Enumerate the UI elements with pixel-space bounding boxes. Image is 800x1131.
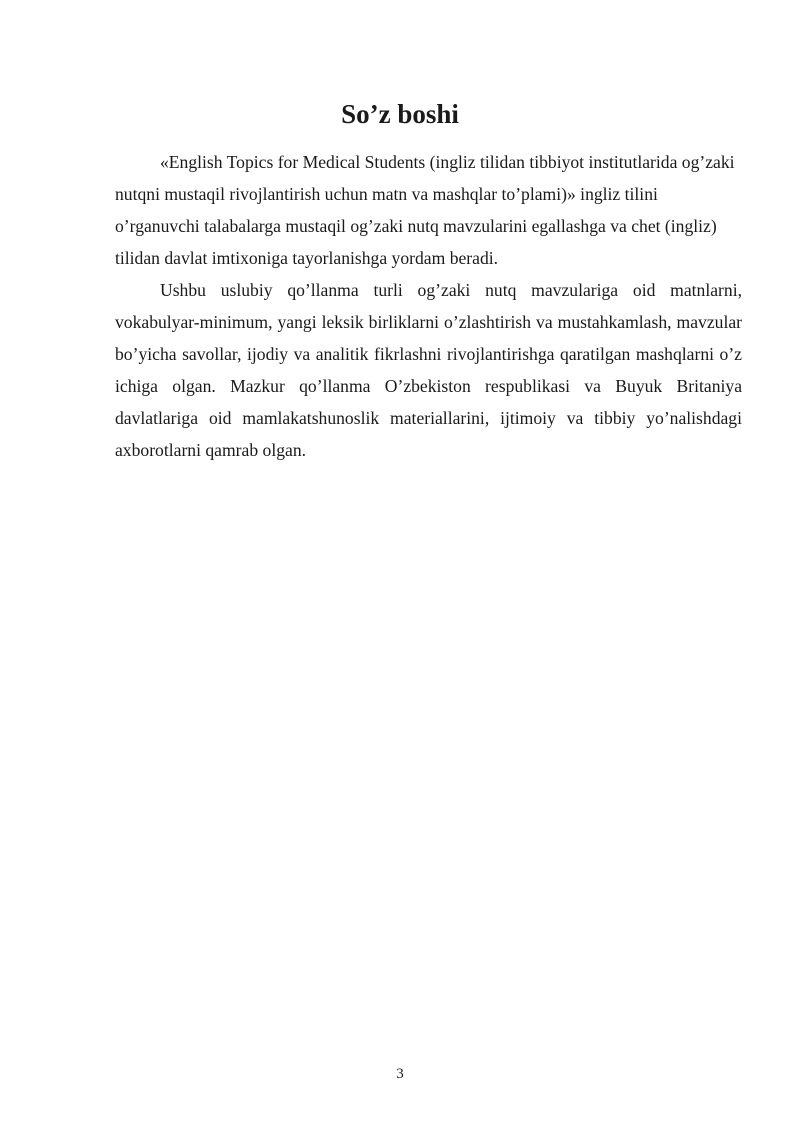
body-text	[115, 146, 742, 466]
page-title: So’z boshi	[341, 99, 459, 129]
paragraph-intro: «English Topics for Medical Students (ingliz tilidan tibbiyot institutlarida og’zaki nutqni mustaqil rivojlantirish uchun matn va mashqlar to’plami)» ingliz tilini o’rganuvchi talabalarga mustaqil og’zaki nutq mavzularini egallashga va chet (ingliz) tilidan davlat imtixoniga tayorlanishga yordam beradi.	[115, 152, 735, 268]
page-number: 3	[396, 1066, 404, 1082]
paragraph-description: Ushbu uslubiy qo’llanma turli og’zaki nutq mavzulariga oid matnlarni, vokabulyar-minimum, yangi leksik birliklarni o’zlashtirish va mustahkamlash, mavzular bo’yicha savollar, ijodiy va analitik fikrlashni rivojlantirishga qaratilgan mashqlarni o’z ichiga olgan. Mazkur qo’llanma O’zbekiston respublikasi va Buyuk Britaniya davlatlariga oid mamlakatshunoslik materiallarini, ijtimoiy va tibbiy yo’nalishdagi axborotlarni qamrab olgan.	[115, 280, 742, 460]
